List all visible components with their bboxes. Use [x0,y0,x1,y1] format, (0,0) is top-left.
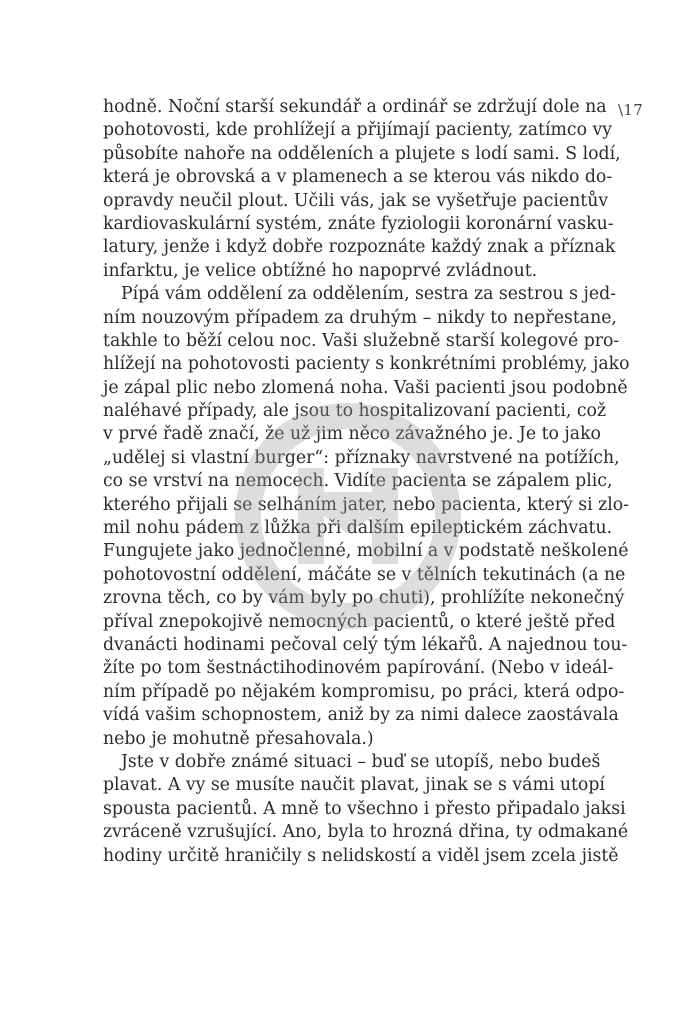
text-line: žíte po tom šestnáctihodinovém papírování. (Nebo v ideál- [103,658,614,679]
text-line: pohotovosti, kde prohlížejí a přijímají pacienty, zatímco vy [103,120,613,141]
text-line: hodně. Noční starší sekundář a ordinář se zdržují dole na [103,97,607,117]
text-line: hlížejí na pohotovosti pacienty s konkrétními problémy, jako [103,354,630,375]
text-line: která je obrovská a v plamenech a se kterou vás nikdo do- [103,167,613,188]
text-line: infarktu, je velice obtížné ho napoprvé zvládnout. [103,260,538,281]
text-line: Fungujete jako jednočlenné, mobilní a v podstatě neškolené [103,541,629,562]
text-line: v prvé řadě značí, že už jim něco závažného je. Je to jako [103,424,601,445]
text-line: zvráceně vzrušující. Ano, byla to hrozná dřina, ty odmakané [103,822,629,843]
text-line: mil nohu pádem z lůžka při dalším epileptickém záchvatu. [103,518,613,539]
text-line: pohotovostní oddělení, máčáte se v tělních tekutinách (a ne [103,564,626,585]
text-line: působíte nahoře na odděleních a plujete s lodí sami. S lodí, [103,143,621,164]
text-line: vídá vašim schopnostem, aniž by za nimi dalece zaostávala [103,705,619,726]
text-line: opravdy neučil plout. Učili vás, jak se vyšetřuje pacientův [103,190,609,211]
text-line: naléhavé případy, ale jsou to hospitalizovaní pacienti, což [103,401,607,422]
text-line: takhle to běží celou noc. Vaši služebně starší kolegové pro- [103,330,620,351]
text-line: ním nouzovým případem za druhým – nikdy to nepřestane, [103,307,617,328]
text-line: zrovna těch, co by vám byly po chuti), prohlížíte nekonečný [103,588,625,609]
text-line: Pípá vám oddělení za oddělením, sestra za sestrou s jed- [121,284,616,305]
text-line: dvanácti hodinami pečoval celý tým lékařů. A najednou tou- [103,634,628,655]
page-number: \17 [618,101,644,119]
text-line: ním případě po nějakém kompromisu, po práci, která odpo- [103,681,625,702]
text-line: co se vrství na nemocech. Vidíte pacienta se zápalem plic, [103,471,613,492]
text-line: spousta pacientů. A mně to všechno i přesto připadalo jaksi [103,798,626,819]
text-line: kardiovaskulární systém, znáte fyziologii koronární vasku- [103,213,614,234]
text-line: latury, jenže i když dobře rozpoznáte každý znak a příznak [103,237,616,258]
body-text [103,96,630,868]
text-line: Jste v dobře známé situaci – buď se utopíš, nebo budeš [121,751,601,772]
text-line: „udělej si vlastní burger“: příznaky navrstvené na potížích, [103,447,620,468]
text-line: je zápal plic nebo zlomená noha. Vaši pacienti jsou podobně [103,377,628,398]
text-line: nebo je mohutně přesahovala.) [103,728,374,749]
text-line: plavat. A vy se musíte naučit plavat, jinak se s vámi utopí [103,775,605,796]
text-line: hodiny určitě hraničily s nelidskostí a viděl jsem zcela jistě [103,845,619,866]
text-line: příval znepokojivě nemocných pacientů, o které ještě před [103,611,616,632]
text-line: kterého přijali se selháním jater, nebo pacienta, který si zlo- [103,494,629,515]
